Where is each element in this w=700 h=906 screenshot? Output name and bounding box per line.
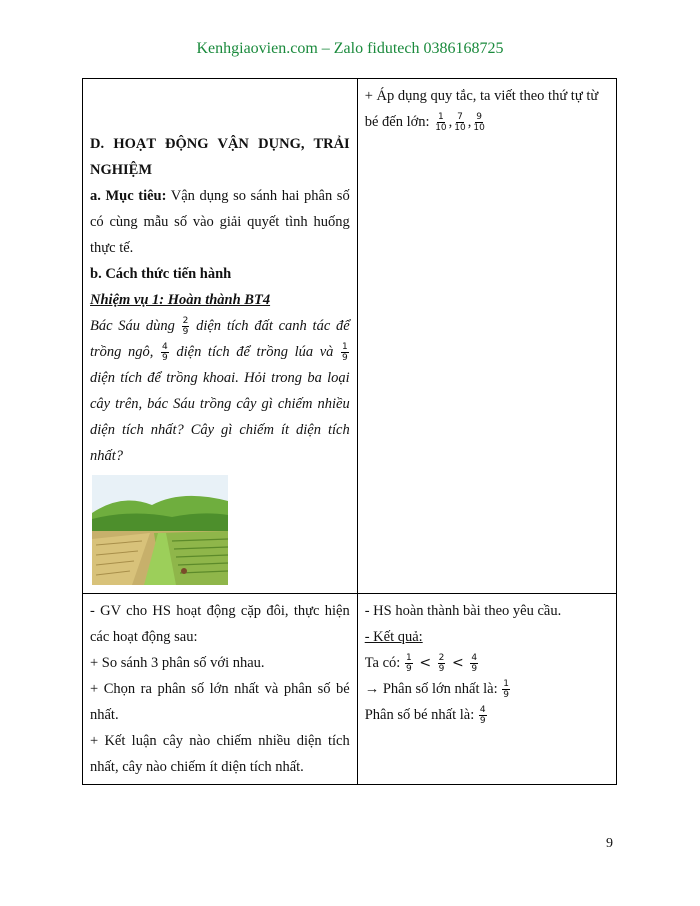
header-separator: – bbox=[321, 40, 330, 57]
problem-text bbox=[90, 313, 350, 469]
lesson-table bbox=[82, 78, 617, 785]
smallest-line bbox=[365, 702, 609, 728]
header-site: Kenhgiaovien.com bbox=[196, 40, 318, 57]
order-label: bé đến lớn: bbox=[364, 114, 430, 130]
fraction: $\frac{1}{9}$ bbox=[503, 679, 509, 701]
compare-label: Ta có: bbox=[364, 655, 401, 671]
less-than-sign: < bbox=[452, 655, 464, 671]
fraction: $\frac{2}{9}$ bbox=[182, 316, 189, 338]
smallest-label: Phân số bé nhất là: bbox=[364, 707, 475, 723]
activity-cell bbox=[83, 594, 358, 785]
table-row bbox=[83, 79, 617, 594]
student-cell bbox=[357, 79, 616, 594]
list-item: + Chọn ra phân số lớn nhất và phân số bé nhất. bbox=[90, 681, 350, 723]
rule-line: + Áp dụng quy tắc, ta viết theo thứ tự từ bbox=[364, 88, 599, 104]
fraction: $\frac{4}{9}$ bbox=[479, 705, 486, 727]
problem-part: diện tích đất canh tác để trồng ngô, bbox=[90, 318, 350, 360]
student-line: - HS hoàn thành bài theo yêu cầu. bbox=[364, 603, 562, 619]
result-label: - Kết quả: bbox=[364, 629, 423, 645]
section-title: D. HOẠT ĐỘNG VẬN DỤNG, TRẢI NGHIỆM bbox=[90, 136, 350, 178]
activity-cell bbox=[83, 79, 358, 594]
fraction: $\frac{1}{9}$ bbox=[342, 342, 348, 364]
method-label: b. Cách thức tiến hành bbox=[90, 266, 232, 282]
goal-text: Vận dụng so sánh hai phân số có cùng mẫu số vào giải quyết tình huống thực tế. bbox=[90, 188, 350, 256]
largest-line bbox=[365, 676, 609, 702]
list-item: - GV cho HS hoạt động cặp đôi, thực hiện các hoạt động sau: bbox=[90, 603, 350, 645]
fraction: $\frac{2}{9}$ bbox=[438, 653, 445, 675]
order-line: bé đến lớn: $\frac{1}{10}$ , $\frac{7}{10}$ , $\frac{9}{10}$ bbox=[364, 112, 485, 134]
problem-part: diện tích để trồng khoai. Hỏi trong ba loại cây trên, bác Sáu trồng cây gì chiếm nhiều diện tích nhất? Cây gì chiếm ít diện tích nhất? bbox=[90, 370, 350, 464]
fraction: $\frac{1}{9}$ bbox=[405, 653, 412, 675]
largest-label: → Phân số lớn nhất là: bbox=[364, 681, 498, 697]
list-item: + Kết luận cây nào chiếm nhiều diện tích nhất, cây nào chiếm ít diện tích nhất. bbox=[90, 733, 350, 775]
fraction: $\frac{4}{9}$ bbox=[162, 342, 168, 364]
problem-part: Bác Sáu dùng bbox=[90, 318, 175, 334]
problem-part: diện tích để trồng lúa và bbox=[176, 344, 334, 360]
fraction: $\frac{4}{9}$ bbox=[471, 653, 478, 675]
goal-paragraph bbox=[90, 183, 350, 261]
fraction: $\frac{9}{10}$ bbox=[473, 112, 485, 134]
list-item: + So sánh 3 phân số với nhau. bbox=[90, 655, 265, 671]
page-header bbox=[0, 40, 700, 58]
task-title: Nhiệm vụ 1: Hoàn thành BT4 bbox=[90, 292, 271, 308]
fraction: $\frac{7}{10}$ bbox=[454, 112, 466, 134]
less-than-sign: < bbox=[419, 655, 432, 671]
compare-line bbox=[365, 650, 609, 676]
goal-label: a. Mục tiêu: bbox=[90, 188, 167, 204]
header-contact: Zalo fidutech 0386168725 bbox=[333, 40, 504, 57]
page-number: 9 bbox=[606, 836, 613, 851]
farm-field-illustration bbox=[92, 475, 228, 585]
student-cell bbox=[357, 594, 616, 785]
table-row bbox=[83, 594, 617, 785]
fraction: $\frac{1}{10}$ bbox=[435, 112, 447, 134]
